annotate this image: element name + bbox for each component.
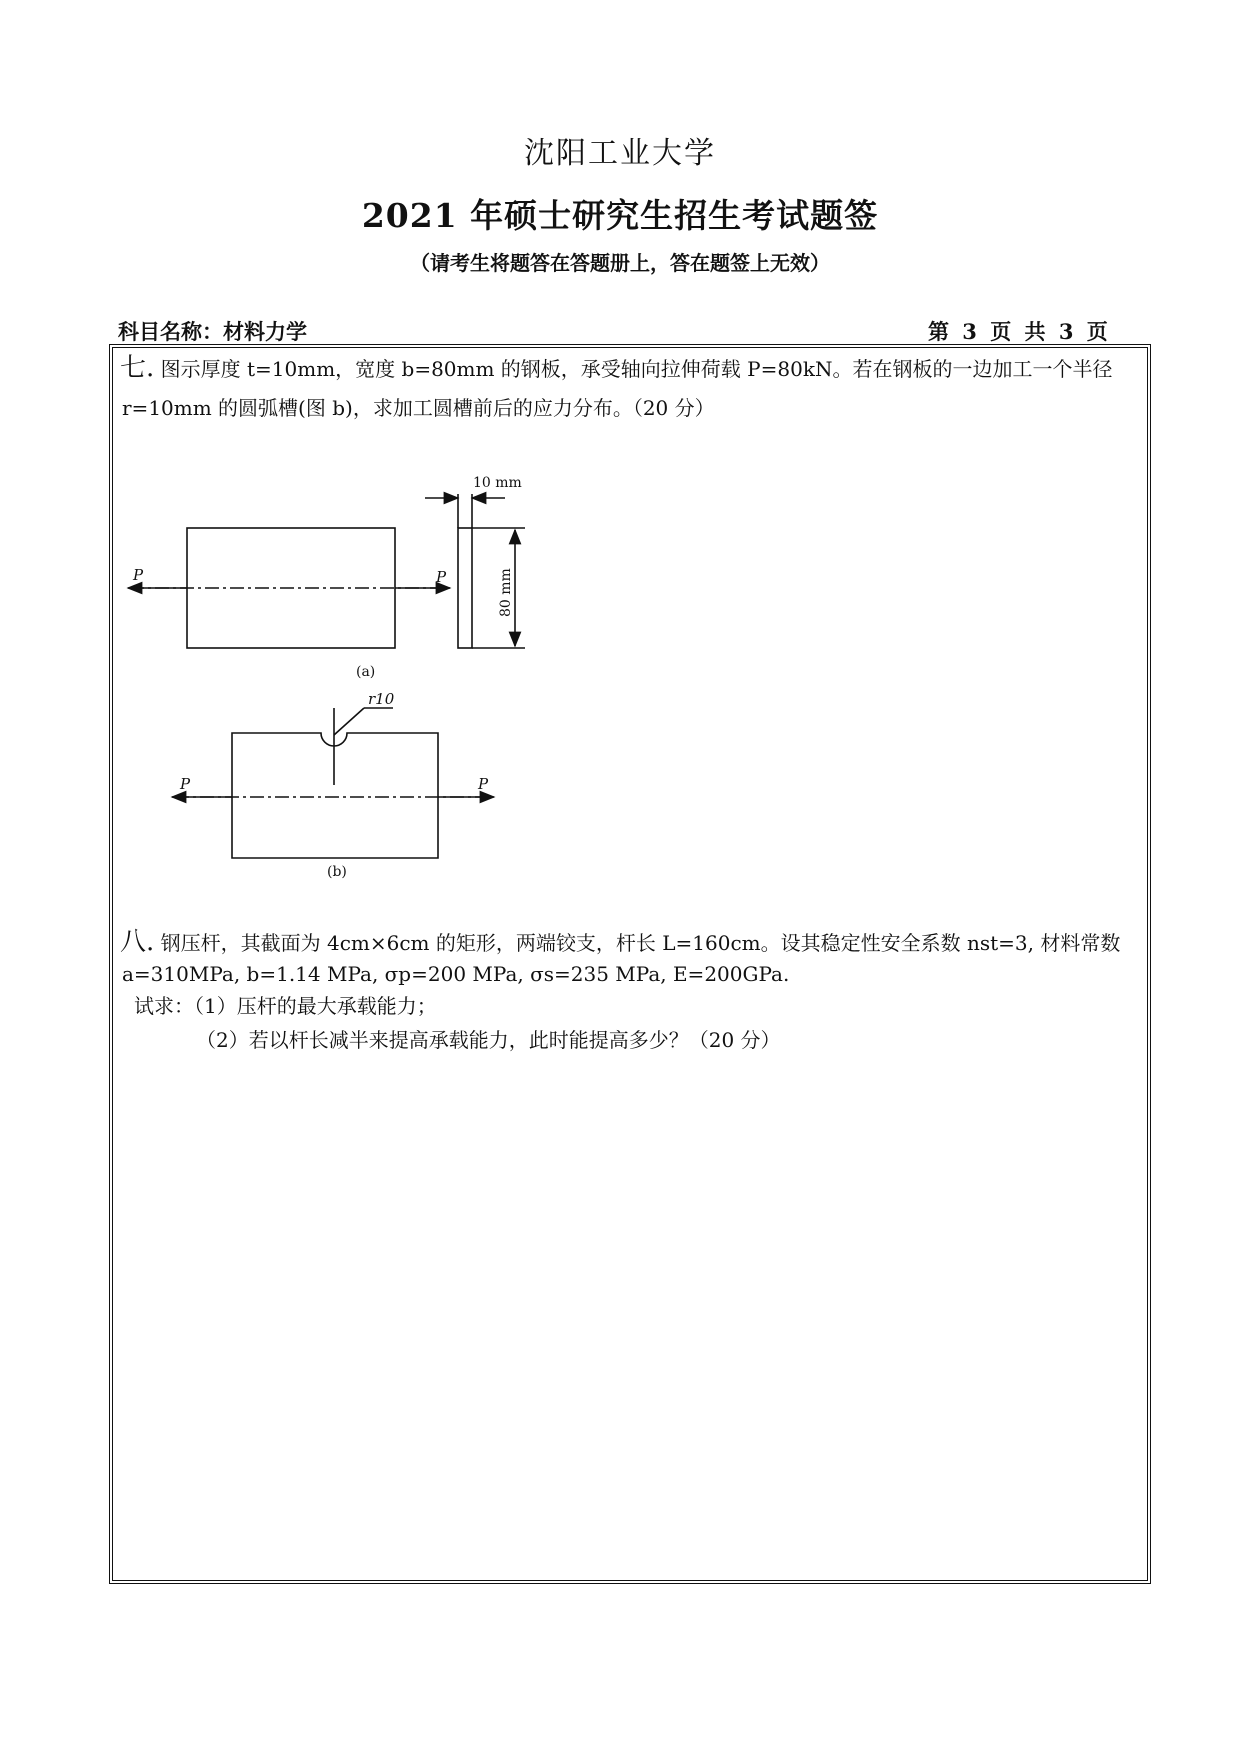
load-label-b-right: P: [478, 775, 489, 793]
width-label: 80 mm: [498, 568, 514, 617]
q8-ask2: （2）若以杆长减半来提高承载能力，此时能提高多少？（20 分）: [196, 1028, 781, 1052]
exam-title: 2021 年硕士研究生招生考试题签: [361, 196, 879, 235]
radius-label: r10: [368, 690, 395, 708]
caption-a: (a): [356, 664, 376, 680]
radius-leader: [334, 708, 364, 735]
thickness-label: 10 mm: [473, 475, 522, 491]
load-label-a-left: P: [133, 566, 144, 584]
load-label-a-right: P: [436, 568, 447, 586]
q7-text-line1: 图示厚度 t=10mm，宽度 b=80mm 的钢板，承受轴向拉伸荷载 P=80kN。若在钢板的一边加工一个半径: [160, 357, 1113, 381]
q7-text-line2: r=10mm 的圆弧槽(图 b)，求加工圆槽前后的应力分布。（20 分）: [122, 396, 715, 420]
university-name: 沈阳工业大学: [524, 136, 716, 171]
q7-number: 七.: [120, 353, 155, 383]
plate-b: [232, 733, 438, 858]
subject-name: 科目名称：材料力学: [118, 319, 307, 344]
load-label-b-left: P: [180, 775, 191, 793]
q8-text-line1: 钢压杆，其截面为 4cm×6cm 的矩形，两端铰支，杆长 L=160cm。设其稳定性安全系数 nst=3, 材料常数: [160, 931, 1121, 955]
plate-side-view: [458, 528, 472, 648]
page-info: 第 3 页 共 3 页: [928, 319, 1108, 344]
q8-ask: 试求：（1）压杆的最大承载能力；: [134, 994, 437, 1018]
q8-constants: a=310MPa, b=1.14 MPa, σp=200 MPa, σs=235 MPa, E=200GPa.: [122, 962, 790, 986]
caption-b: (b): [327, 864, 347, 880]
exam-note: （请考生将题答在答题册上，答在题签上无效）: [410, 251, 830, 275]
q8-number: 八.: [120, 927, 155, 957]
